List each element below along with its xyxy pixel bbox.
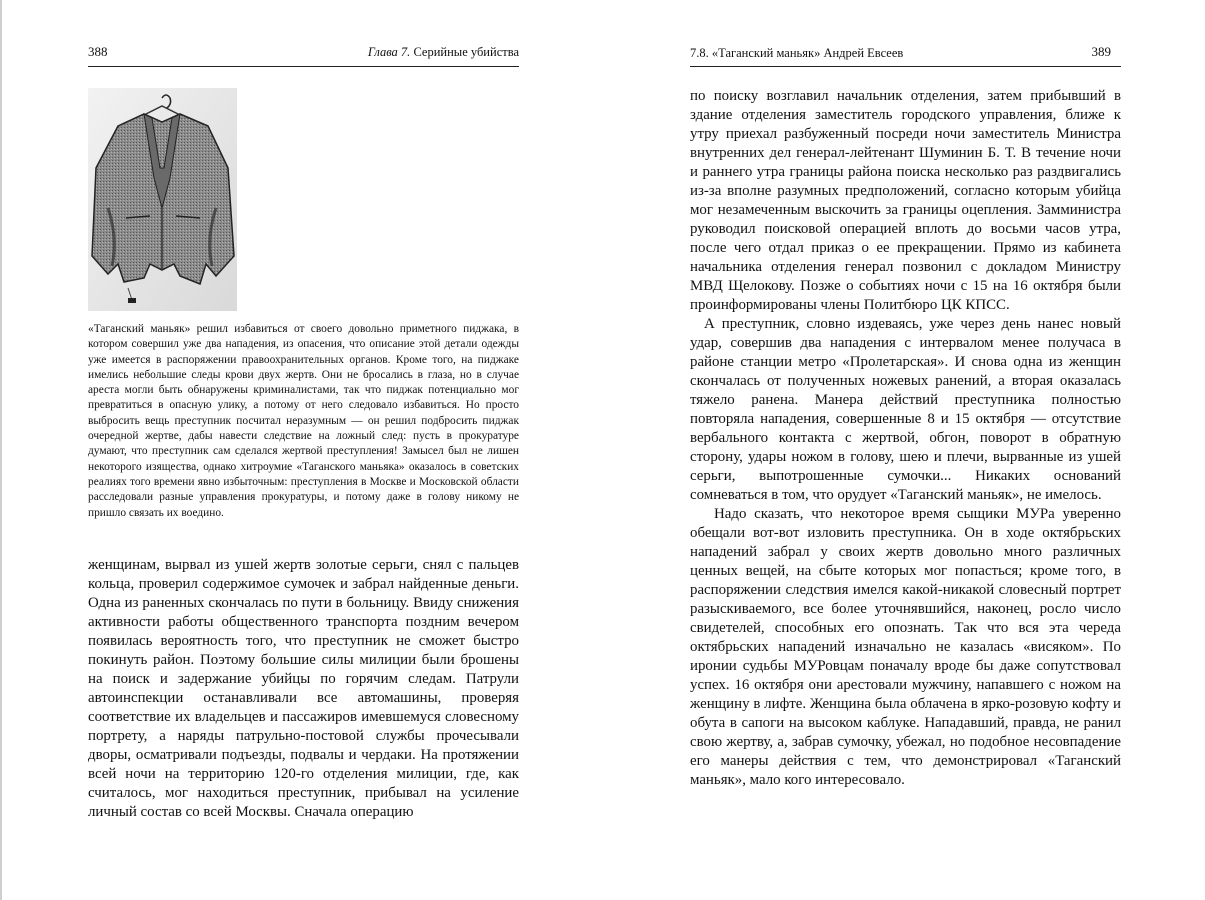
running-head-chapter: Глава 7. — [367, 45, 411, 59]
body-paragraph: женщинам, вырвал из ушей жертв золотые серьги, снял с пальцев кольца, проверил содержимое сумочек и забрал найденные деньги. Одна из раненных скончалась по пути в больницу. Ввиду снижения активности работы общественного транспорта поздним вечером появилась вероятность того, что преступник не сможет быстро покинуть район. Поэтому большие силы милиции были брошены на поиск и задержание убийцы по горячим следам. Патрули автоинспекции останавливали все автомашины, проверяя соответствие их владельцев и пассажиров имевшемуся словесному портрету, а наряды патрульно-постовой службы прочесывали дворы, осматривали подъезды, подвалы и чердаки. На протяжении всей ночи на территорию 120-го отделения милиции, где, как считалось, мог находиться преступник, прибывал на усиление личный состав со всей Москвы. Сначала операцию — [88, 557, 519, 820]
page-number: 389 — [1091, 44, 1111, 59]
left-page-body — [88, 556, 519, 822]
jacket-photo — [88, 88, 237, 311]
running-head-title: Серийные убийства — [410, 45, 519, 59]
body-paragraph-2: А преступник, словно издеваясь, уже через день нанес новый удар, совершив два нападения с интервалом менее получаса в районе станции метро «Пролетарская». И снова одна из женщин скончалась от полученных ножевых ранений, а вторая оказалась тяжело ранена. Манера действий преступника полностью повторяла нападения, совершенные 8 и 15 октября — отсутствие вербального контакта с жертвой, обгон, поворот в обратную сторону, удары ножом в голову, шею и плечи, вырванные из ушей серьги, выпотрошенные сумочки... Никаких оснований сомневаться в том, что орудует «Таганский маньяк», не имелось. — [690, 316, 1121, 503]
body-paragraph-1: по поиску возглавил начальник отделения, затем прибывший в здание отделения заместитель городского управления, ближе к утру приехал разбуженный посреди ночи заместитель Министра внутренних дел генерал-лейтенант Шуминин Б. Т. В течение ночи и раннего утра границы района поиска несколько раз раздвигались из-за вполне разумных предположений, согласно которым убийца мог незамеченным выскочить за границы оцепления. Замминистра руководил поисковой операцией вплоть до восьми часов утра, после чего отдал приказ о ее прекращении. Прямо из кабинета начальника отделения генерал позвонил с докладом Министру МВД Щелокову. Позже о событиях ночи с 15 на 16 октября были проинформированы члены Политбюро ЦК КПСС. — [690, 88, 1121, 313]
right-page-header — [690, 44, 1121, 67]
running-head — [368, 45, 519, 60]
running-head: 7.8. «Таганский маньяк» Андрей Евсеев — [690, 46, 904, 60]
left-page — [88, 0, 519, 900]
body-paragraph-3: Надо сказать, что некоторое время сыщики МУРа уверенно обещали вот-вот изловить преступника. Он в ходе октябрьских нападений забрал у своих жертв довольно много различных ценных вещей, на сбыте которых мог попасться; кроме того, в распоряжении следствия имелся какой-никакой словесный портрет разыскиваемого, все более уточнявшийся, наконец, росло число свидетелей, способных его опознать. Так что вся эта череда октябрьских нападений изначально не казалась «висяком». По иронии судьбы МУРовцам поначалу вроде бы даже сопутствовал успех. 16 октября они арестовали мужчину, напавшего с ножом на женщину в лифте. Женщина была облачена в ярко-розовую кофту и обута в сапоги на высоком каблуке. Нападавший, правда, не ранил свою жертву, а, забрав сумочку, убежал, но подобное несовпадение его манеры действия с тем, что демонстрировал «Таганский маньяк», мало кого интересовало. — [690, 506, 1121, 788]
right-page — [690, 0, 1121, 900]
right-page-body — [690, 87, 1121, 790]
photo-caption — [88, 322, 519, 521]
caption-text: «Таганский маньяк» решил избавиться от своего довольно приметного пиджака, в котором совершил уже два нападения, из опасения, что описание этой детали одежды уже имеется в распоряжении правоохранительных органов. Кроме того, на пиджаке имелись небольшие следы крови двух жертв. Они не бросались в глаза, но в случае ареста могли быть обнаружены криминалистами, так что пиджак потенциально мог превратиться в опасную улику, а потому от него следовало избавиться. Но просто выбросить вещь преступник посчитал неразумным — он решил подбросить пиджак очередной жертве, дабы навести следствие на ложный след: пусть в прокуратуре думают, что преступник сам сделался жертвой преступления! Замысел был не лишен некоторого изящества, однако хитроумие «Таганского маньяка» оказалось в советских реалиях того времени явно избыточным: преступления в Москве и Московской области расследовали разные управления прокуратуры, и потому даже в голову никому не пришло связать их воедино. — [88, 323, 519, 519]
viewer-left-edge — [0, 0, 2, 900]
left-page-header — [88, 44, 519, 67]
page-number: 388 — [88, 44, 108, 59]
